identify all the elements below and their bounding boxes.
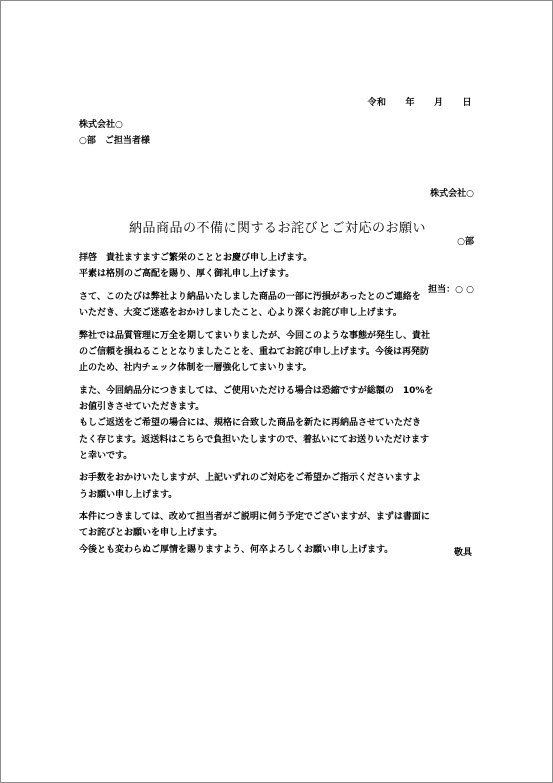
letter-date: 令和 年 月 日 — [367, 98, 472, 108]
body-paragraph — [79, 470, 477, 503]
body-line: てお詫びとお願いを申し上げます。 — [79, 528, 223, 539]
body-line: たく存じます。返送料はこちらで負担いたしますので、着払いにてお送りいただけます — [79, 434, 430, 445]
body-line: お値引きさせていただきます。 — [79, 401, 205, 412]
body-paragraph — [79, 250, 477, 283]
body-paragraph — [79, 509, 477, 558]
body-line: また、今回納品分につきましては、ご使用いただける場合は恐縮ですが総額の 10%を — [79, 385, 434, 396]
body-line: お手数をおかけいたしますが、上記いずれのご対応をご希望かご指示くださいますよ — [79, 473, 422, 484]
closing-word: 敬具 — [453, 548, 472, 558]
letter-body — [79, 250, 477, 564]
sender-department: ○部 — [457, 237, 474, 247]
sender-person: 担当：○ ○ — [428, 285, 474, 295]
body-line: 平素は格別のご高配を賜り、厚く御礼申し上げます。 — [79, 269, 295, 280]
body-line: のご信頼を損ねることとなりましたことを、重ねてお詫び申し上げます。今後は再発防 — [79, 346, 430, 357]
body-line: さて、このたびは弊社より納品いたしました商品の一部に汚損があったとのご連絡を — [79, 291, 421, 302]
letter-title: 納品商品の不備に関するお詫びとご対応のお願い — [128, 221, 426, 236]
body-paragraph — [79, 289, 477, 322]
body-line: 止のため、社内チェック体制を一層強化してまいります。 — [79, 363, 312, 374]
body-paragraph — [79, 383, 477, 464]
body-line: と幸いです。 — [79, 450, 133, 461]
body-line: 弊社では品質管理に万全を期してまいりましたが、今回このような事態が発生し、貴社 — [79, 330, 431, 341]
recipient-department-person: ○部 ご担当者様 — [79, 136, 150, 146]
body-line: いただき、大変ご迷惑をおかけしましたこと、心より深くお詫び申し上げます。 — [79, 308, 402, 319]
body-line: うお願い申し上げます。 — [79, 489, 178, 500]
recipient-company: 株式会社○ — [79, 120, 123, 130]
body-line: 本件につきましては、改めて担当者がご説明に伺う予定でございますが、まずは書面に — [79, 512, 430, 523]
recipient-block — [79, 117, 150, 149]
body-paragraph — [79, 328, 477, 377]
sender-company: 株式会社○ — [430, 189, 474, 199]
body-line: 今後とも変わらぬご厚情を賜りますよう、何卒よろしくお願い申し上げます。 — [79, 544, 394, 555]
body-line: もしご返送をご希望の場合には、規格に合致した商品を新たに再納品させていただき — [79, 418, 422, 429]
body-line: 拝啓 貴社ますますご繁栄のこととお慶び申し上げます。 — [79, 253, 313, 263]
